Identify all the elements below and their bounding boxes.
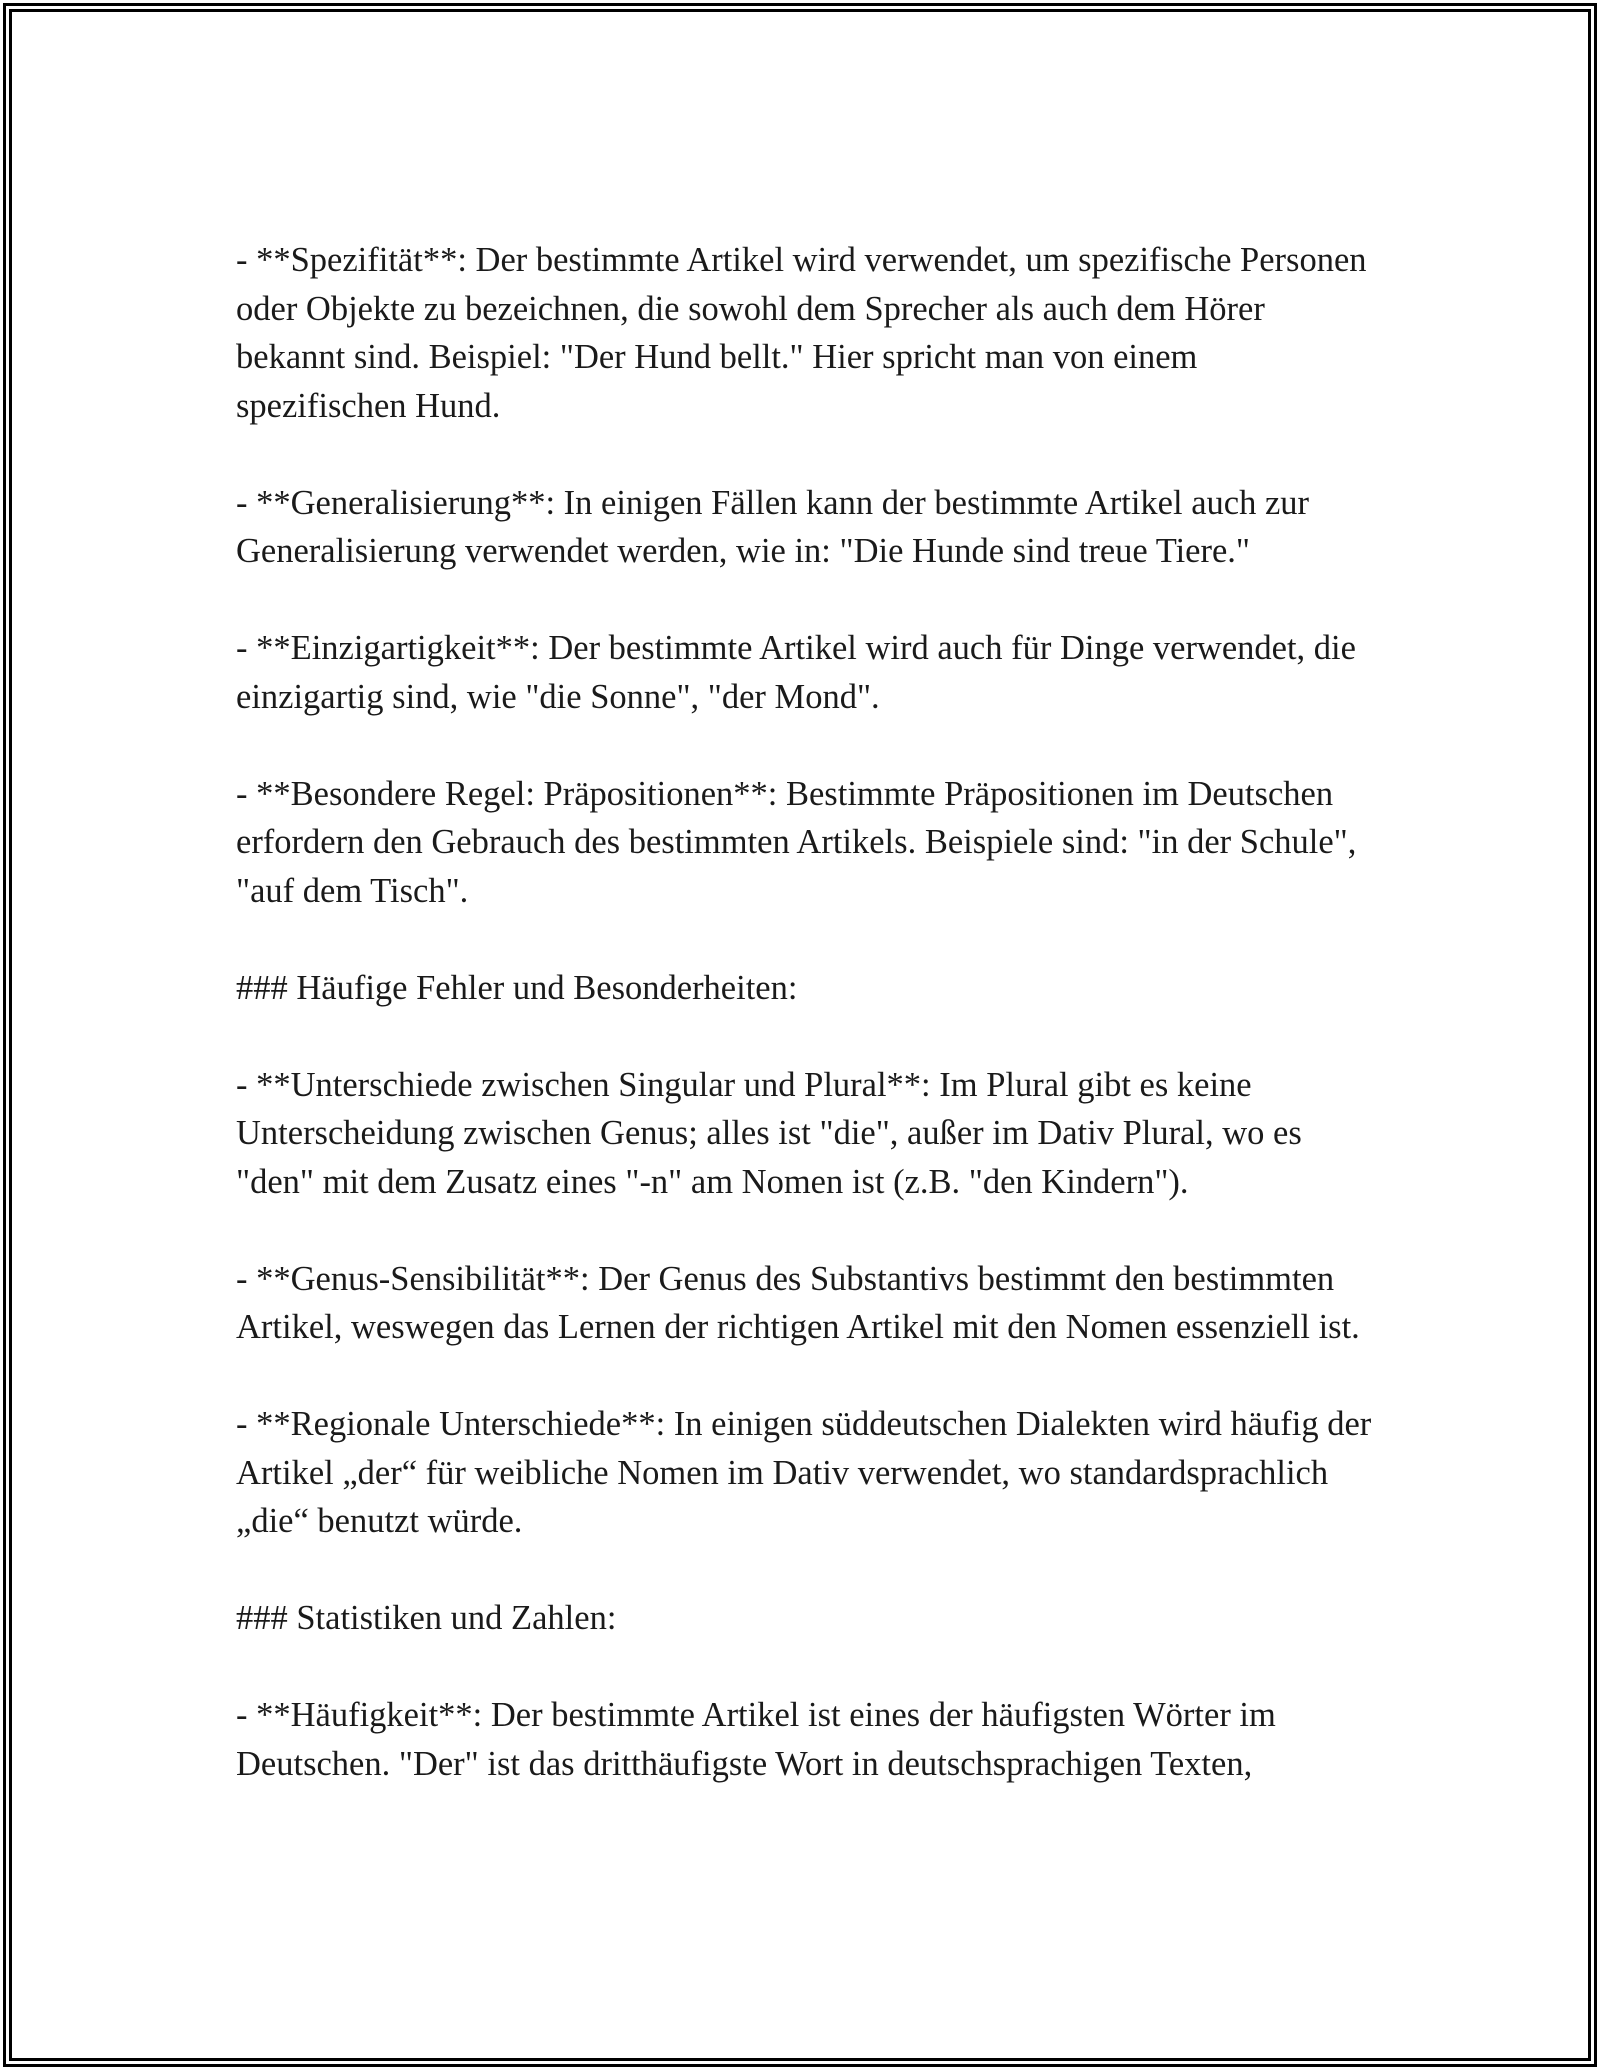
paragraph-einzigartigkeit: - **Einzigartigkeit**: Der bestimmte Artikel wird auch für Dinge verwendet, die einzigartig sind, wie "die Sonne", "der Mond". [236,629,1356,716]
paragraph-generalisierung: - **Generalisierung**: In einigen Fällen kann der bestimmte Artikel auch zur Generalisierung verwendet werden, wie in: "Die Hunde sind treue Tiere." [236,483,1310,570]
paragraph-spezifitaet: - **Spezifität**: Der bestimmte Artikel wird verwendet, um spezifische Personen oder Objekte zu bezeichnen, die sowohl dem Sprecher als auch dem Hörer bekannt sind. Beispiel: "Der Hund bellt." Hier spricht man von einem spezifischen Hund. [236,241,1367,425]
paragraph-regionale-unterschiede: - **Regionale Unterschiede**: In einigen süddeutschen Dialekten wird häufig der Artikel „der“ für weibliche Nomen im Dativ verwendet, wo standardsprachlich „die“ benutzt würde. [236,1405,1372,1540]
heading-statistiken: ### Statistiken und Zahlen: [236,1599,617,1637]
document-body [236,236,1376,1837]
paragraph-haeufigkeit: - **Häufigkeit**: Der bestimmte Artikel ist eines der häufigsten Wörter im Deutschen. "Der" ist das dritthäufigste Wort in deutschsprachigen Texten, [236,1696,1276,1783]
heading-haeufige-fehler: ### Häufige Fehler und Besonderheiten: [236,968,798,1007]
paragraph-praepositionen: - **Besondere Regel: Präpositionen**: Bestimmte Präpositionen im Deutschen erfordern den Gebrauch des bestimmten Artikels. Beispiele sind: "in der Schule", "auf dem Tisch". [236,774,1357,910]
paragraph-genus-sensibilitaet: - **Genus-Sensibilität**: Der Genus des Substantivs bestimmt den bestimmten Artikel, weswegen das Lernen der richtigen Artikel mit den Nomen essenziell ist. [236,1259,1360,1346]
paragraph-singular-plural: - **Unterschiede zwischen Singular und Plural**: Im Plural gibt es keine Unterscheidung zwischen Genus; alles ist "die", außer im Dativ Plural, wo es "den" mit dem Zusatz eines "-n" am Nomen ist (z.B. "den Kindern"). [236,1065,1302,1201]
